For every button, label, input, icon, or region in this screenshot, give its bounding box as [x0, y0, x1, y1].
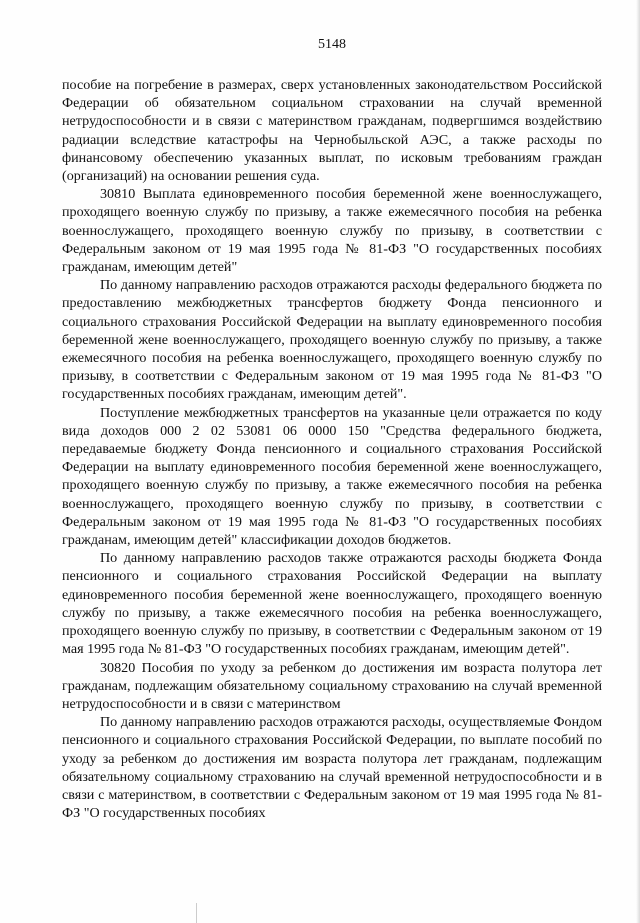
- page-number: 5148: [318, 37, 346, 52]
- document-body: [62, 76, 602, 822]
- paragraph-code-30810-heading: 30810 Выплата единовременного пособия беременной жене военнослужащего, проходящего военную службу по призыву, а также ежемесячного пособия на ребенка военнослужащего, проходящего военную службу по призыву, в соответствии с Федеральным законом от 19 мая 1995 года № 81-ФЗ "О государственных пособиях гражданам, имеющим детей": [62, 186, 602, 276]
- paragraph-burial-allowance: пособие на погребение в размерах, сверх установленных законодательством Российской Федерации об обязательном социальном страховании на случай временной нетрудоспособности и в связи с материнством гражданам, подвергшимся воздействию радиации вследствие катастрофы на Чернобыльской АЭС, а также расходы по финансовому обеспечению указанных выплат, по исковым требованиям граждан (организаций) на основании решения суда.: [62, 77, 602, 185]
- paragraph-federal-transfers: По данному направлению расходов отражаются расходы федерального бюджета по предоставлению межбюджетных трансфертов бюджету Фонда пенсионного и социального страхования Российской Федерации на выплату единовременного пособия беременной жене военнослужащего, проходящего военную службу по призыву, а также ежемесячного пособия на ребенка военнослужащего, проходящего военную службу по призыву, в соответствии с Федеральным законом от 19 мая 1995 года № 81-ФЗ "О государственных пособиях гражданам, имеющим детей".: [62, 277, 602, 403]
- scan-edge-shadow: [636, 0, 640, 923]
- paragraph-childcare-expenses: По данному направлению расходов отражаются расходы, осуществляемые Фондом пенсионного и социального страхования Российской Федерации, по выплате пособий по уходу за ребенком до достижения им возраста полутора лет гражданам, подлежащим обязательному социальному страхованию на случай временной нетрудоспособности и в связи с материнством, в соответствии с Федеральным законом от 19 мая 1995 года № 81-ФЗ "О государственных пособиях: [62, 714, 602, 822]
- paragraph-income-code: Поступление межбюджетных трансфертов на указанные цели отражается по коду вида доходов 000 2 02 53081 06 0000 150 "Средства федерального бюджета, передаваемые бюджету Фонда пенсионного и социального страхования Российской Федерации на выплату единовременного пособия беременной жене военнослужащего, проходящего военную службу по призыву, а также ежемесячного пособия на ребенка военнослужащего, проходящего военную службу по призыву, в соответствии с Федеральным законом от 19 мая 1995 года № 81-ФЗ "О государственных пособиях гражданам, имеющим детей" классификации доходов бюджетов.: [62, 404, 602, 549]
- paragraph-code-30820-heading: 30820 Пособия по уходу за ребенком до достижения им возраста полутора лет гражданам, подлежащим обязательному социальному страхованию на случай временной нетрудоспособности и в связи с материнством: [62, 659, 602, 712]
- paragraph-fund-expenses: По данному направлению расходов также отражаются расходы бюджета Фонда пенсионного и социального страхования Российской Федерации на выплату единовременного пособия беременной жене военнослужащего, проходящего военную службу по призыву, а также ежемесячного пособия на ребенка военнослужащего, проходящего военную службу по призыву, в соответствии с Федеральным законом от 19 мая 1995 года № 81-ФЗ "О государственных пособиях гражданам, имеющим детей".: [62, 550, 602, 658]
- scan-fold-mark: [196, 903, 197, 923]
